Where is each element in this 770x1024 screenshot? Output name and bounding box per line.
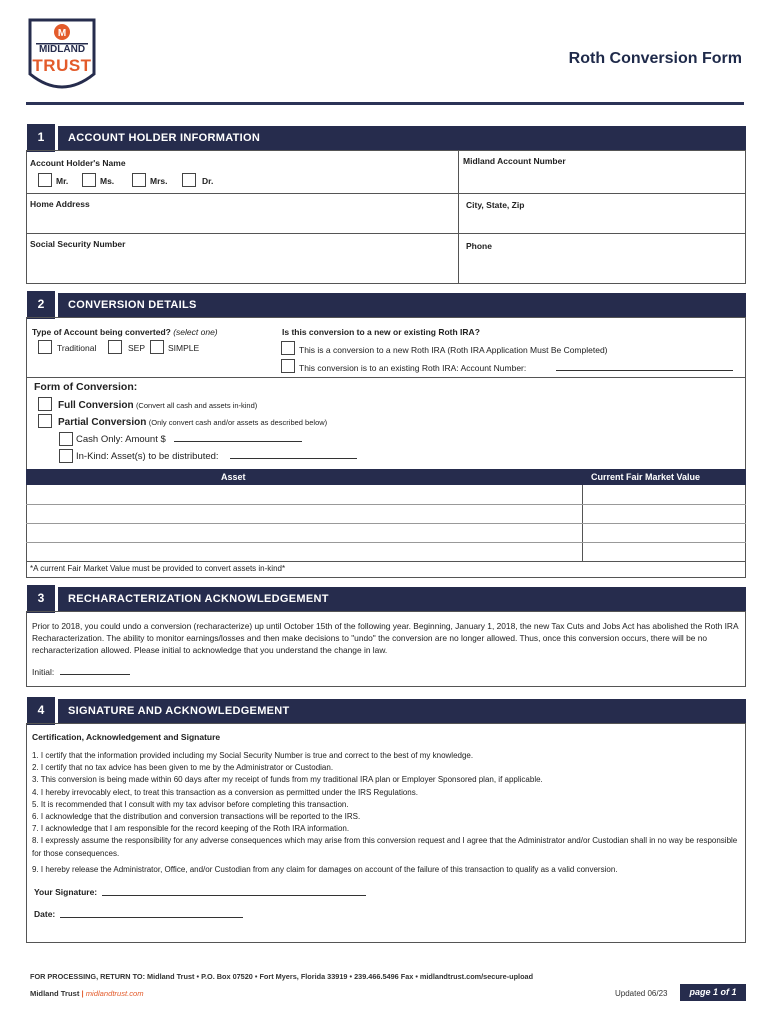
date-field[interactable] [60, 909, 243, 918]
recharacterization-text: Prior to 2018, you could undo a conversion (recharacterize) up until October 15th of the following year. Beginning, January 1, 2018, the new Tax Cuts and Jobs Act has abolished the Roth IRA Recharacterization. The ability to monitor earnings/losses and then make decisions to "undo" the conversion are no longer allowed. Thus, once this conversion occurs, there will be no recharacterization allowed. Please initial to acknowledge that you understand the change in law. [32, 621, 739, 655]
ssn-label: Social Security Number [30, 239, 126, 249]
list-item: 1. I certify that the information provided including my Social Security Number is true and correct to the best of my knowledge. [32, 751, 474, 760]
initial-field[interactable] [60, 666, 130, 675]
section4-title: SIGNATURE AND ACKNOWLEDGEMENT [68, 705, 290, 717]
mrs-label: Mrs. [150, 176, 168, 186]
full-conversion-checkbox[interactable] [38, 397, 52, 411]
footer-brand [30, 989, 144, 998]
form-of-conversion-label: Form of Conversion: [34, 381, 138, 393]
date-label: Date: [34, 909, 56, 919]
cash-only-checkbox[interactable] [59, 432, 73, 446]
home-address-label: Home Address [30, 199, 90, 209]
page-title: Roth Conversion Form [568, 50, 742, 67]
in-kind-assets-field[interactable] [230, 450, 357, 459]
list-item: 5. It is recommended that I consult with my tax advisor before completing this transaction. [32, 799, 349, 809]
fair-market-value-column-header: Current Fair Market Value [591, 472, 701, 482]
footer-separator: | [81, 989, 84, 998]
list-item: 3. This conversion is being made within 60 days after my receipt of funds from my traditional IRA plan or Employer Sponsored plan, if applicable. [32, 775, 543, 785]
list-item: 7. I acknowledge that I am responsible for the record keeping of the Roth IRA information. [32, 824, 350, 834]
asset-column-header: Asset [221, 472, 246, 482]
cash-only-label: Cash Only: Amount $ [76, 434, 166, 445]
table-row [26, 542, 746, 543]
midland-trust-logo [26, 14, 98, 102]
in-kind-checkbox[interactable] [59, 449, 73, 463]
mr-label: Mr. [56, 176, 69, 186]
list-item: 2. I certify that no tax advice has been given to me by the Administrator or Custodian. [32, 763, 334, 773]
account-holder-name-label: Account Holder's Name [30, 158, 126, 168]
partial-conversion-option [58, 417, 327, 428]
initial-label: Initial: [32, 667, 55, 677]
city-state-zip-label: City, State, Zip [466, 200, 525, 210]
section1-title: ACCOUNT HOLDER INFORMATION [68, 132, 261, 144]
section2-title: CONVERSION DETAILS [68, 299, 197, 311]
footer-website-link[interactable]: midlandtrust.com [85, 989, 144, 998]
table-row [26, 504, 746, 505]
existing-roth-label: This conversion is to an existing Roth IRA: Account Number: [299, 363, 527, 373]
partial-conversion-label: Partial Conversion [58, 417, 147, 428]
phone-label: Phone [466, 241, 492, 251]
section1-number: 1 [26, 123, 58, 153]
ms-checkbox[interactable] [82, 173, 96, 187]
certification-list [32, 750, 742, 876]
signature-label: Your Signature: [34, 887, 98, 897]
traditional-label: Traditional [57, 343, 97, 353]
sep-label: SEP [128, 343, 146, 353]
logo-text-top: MIDLAND [38, 44, 86, 55]
list-item: 8. I expressly assume the responsibility for any adverse consequences which may arise from this conversion request and I agree that the Administrator and/or Custodian shall in no way be responsible for those consequences. [32, 836, 738, 858]
ms-label: Ms. [100, 176, 115, 186]
full-conversion-hint: (Convert all cash and assets in-kind) [135, 401, 258, 410]
updated-date: Updated 06/23 [615, 989, 668, 998]
table-row [26, 523, 746, 524]
dr-label: Dr. [202, 176, 214, 186]
partial-conversion-hint: (Only convert cash and/or assets as described below) [148, 418, 328, 427]
sep-checkbox[interactable] [108, 340, 122, 354]
existing-roth-checkbox[interactable] [281, 359, 295, 373]
simple-label: SIMPLE [168, 343, 200, 353]
footer-brand-name: Midland Trust [30, 989, 80, 998]
midland-account-number-label: Midland Account Number [463, 156, 566, 166]
account-type-question: Type of Account being converted? (select one) [32, 327, 218, 337]
mrs-checkbox[interactable] [132, 173, 146, 187]
traditional-checkbox[interactable] [38, 340, 52, 354]
title-divider [26, 102, 744, 105]
list-item: 9. I hereby release the Administrator, Office, and/or Custodian from any claim for damages on account of the failure of this transaction to qualify as a valid conversion. [32, 864, 618, 874]
list-item: 4. I hereby irrevocably elect, to treat this transaction as a conversion as permitted under the IRS Regulations. [32, 787, 418, 797]
page-indicator: page 1 of 1 [680, 984, 746, 1001]
new-roth-label: This is a conversion to a new Roth IRA (Roth IRA Application Must Be Completed) [299, 345, 608, 355]
list-item: 6. I acknowledge that the distribution and conversion transactions will be reported to the IRS. [32, 812, 361, 822]
section3-number: 3 [26, 584, 58, 614]
full-conversion-label: Full Conversion [58, 400, 134, 411]
roth-question: Is this conversion to a new or existing Roth IRA? [282, 327, 480, 337]
conversion-details-box [26, 317, 746, 578]
mr-checkbox[interactable] [38, 173, 52, 187]
full-conversion-option [58, 400, 257, 411]
section2-number: 2 [26, 290, 58, 320]
certification-heading: Certification, Acknowledgement and Signature [32, 732, 221, 742]
account-holder-box [26, 150, 746, 284]
cash-amount-field[interactable] [174, 433, 302, 442]
signature-field[interactable] [102, 887, 366, 896]
section3-title: RECHARACTERIZATION ACKNOWLEDGEMENT [68, 593, 329, 605]
processing-address: FOR PROCESSING, RETURN TO: Midland Trust • P.O. Box 07520 • Fort Myers, Florida 33919 • 239.466.5496 Fax • midlandtrust.com/secure-upload [30, 972, 534, 981]
simple-checkbox[interactable] [150, 340, 164, 354]
new-roth-checkbox[interactable] [281, 341, 295, 355]
logo-text-bottom: TRUST [32, 56, 92, 75]
section4-number: 4 [26, 696, 58, 726]
asset-table-header [26, 469, 746, 485]
dr-checkbox[interactable] [182, 173, 196, 187]
fair-market-value-note: *A current Fair Market Value must be provided to convert assets in-kind* [30, 564, 286, 573]
account-type-hint: (select one) [173, 327, 218, 337]
partial-conversion-checkbox[interactable] [38, 414, 52, 428]
existing-roth-account-number-field[interactable] [556, 362, 733, 371]
in-kind-label: In-Kind: Asset(s) to be distributed: [76, 451, 219, 462]
svg-text:M: M [57, 28, 67, 39]
